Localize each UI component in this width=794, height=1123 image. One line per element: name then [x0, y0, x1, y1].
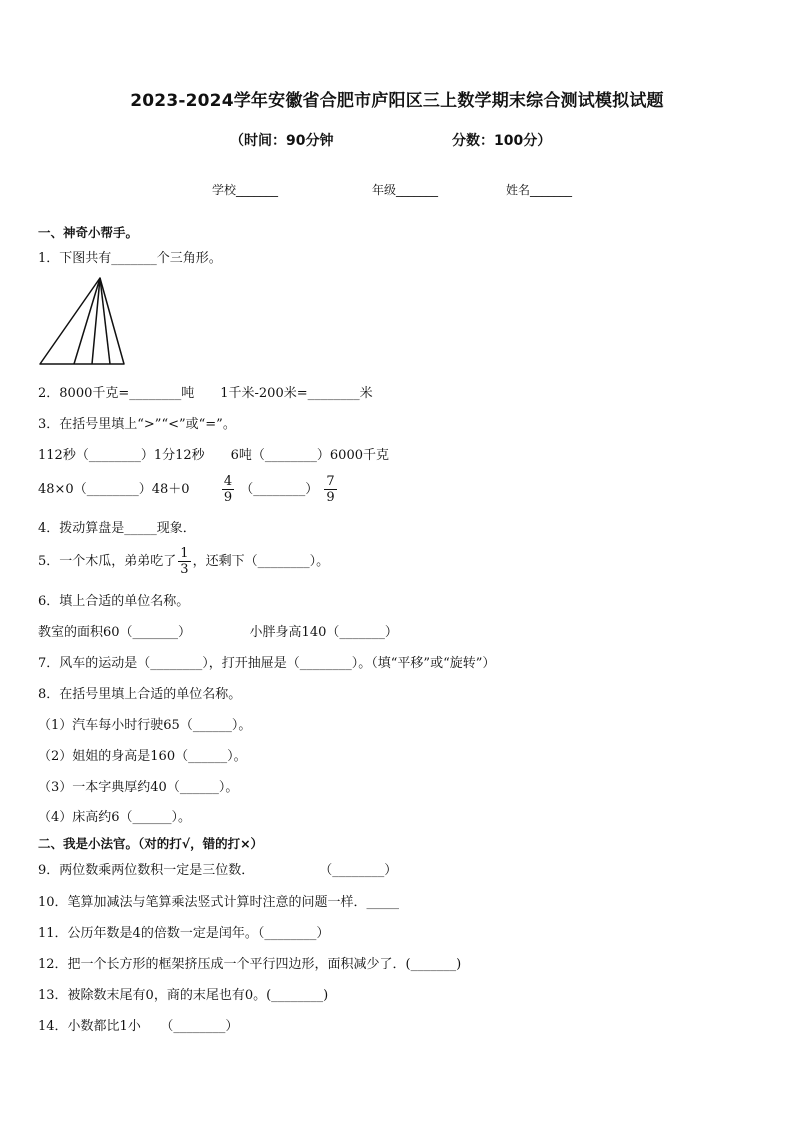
question-8-3: （3）一本字典厚约40（______）。 [38, 780, 239, 795]
question-7: 7．风车的运动是（________），打开抽屉是（________）。（填“平移”或“旋转”） [38, 656, 496, 671]
section-1-title: 一、神奇小帮手。 [38, 225, 139, 240]
question-14: 14．小数都比1小 （________） [38, 1019, 239, 1034]
triangle-outline [40, 278, 124, 364]
question-9: 9．两位数乘两位数积一定是三位数． （________） [38, 863, 398, 878]
question-3a: 112秒（________）1分12秒 6吨（________）6000千克 [38, 448, 389, 463]
question-4: 4．拨动算盘是_____现象． [38, 521, 196, 536]
triangle-figure [38, 276, 126, 368]
question-3: 3．在括号里填上“>”“<”或“=”。 [38, 417, 236, 432]
question-10: 10．笔算加减法与笔算乘法竖式计算时注意的问题一样．_____ [38, 895, 400, 910]
fraction-1-3: $\frac{1}{3}$ [180, 546, 189, 577]
grade-field: 年级_______ [372, 183, 439, 197]
question-13: 13．被除数末尾有0，商的末尾也有0。(________) [38, 988, 329, 1003]
question-3b [38, 474, 339, 505]
question-11: 11．公历年数是4的倍数一定是闰年。（________） [38, 926, 330, 941]
question-6: 6．填上合适的单位名称。 [38, 594, 190, 609]
exam-time: （时间：90分钟 [230, 133, 334, 149]
triangle-line-3 [100, 278, 110, 364]
name-field: 姓名_______ [506, 183, 573, 197]
question-8-1: （1）汽车每小时行驶65（______）。 [38, 718, 252, 733]
question-1: 1．下图共有_______个三角形。 [38, 251, 222, 266]
section-2-title: 二、我是小法官。（对的打√，错的打×） [38, 836, 264, 851]
question-12: 12．把一个长方形的框架挤压成一个平行四边形，面积减少了．(_______) [38, 957, 462, 972]
school-field: 学校_______ [212, 183, 279, 197]
exam-score: 分数：100分） [452, 133, 552, 149]
question-6a: 教室的面积60（_______） 小胖身高140（_______） [38, 625, 398, 640]
question-2: 2．8000千克=________吨 1千米-200米=________米 [38, 386, 373, 401]
question-8-2: （2）姐姐的身高是160（______）。 [38, 749, 247, 764]
fraction-4-9: $\frac{4}{9}$ [223, 474, 233, 505]
fraction-7-9: $\frac{7}{9}$ [326, 474, 335, 505]
question-8-4: （4）床高约6（______）。 [38, 810, 192, 825]
question-5: 5．一个木瓜，弟弟吃了 $\frac{1}{3}$ ，还剩下（________）。 [38, 546, 330, 577]
question-8: 8．在括号里填上合适的单位名称。 [38, 687, 242, 702]
page-title: 2023-2024学年安徽省合肥市庐阳区三上数学期末综合测试模拟试题 [130, 91, 664, 111]
q3b-mid: （________） [240, 482, 319, 497]
q3b-left: 48×0（________）48＋0 [38, 482, 190, 497]
